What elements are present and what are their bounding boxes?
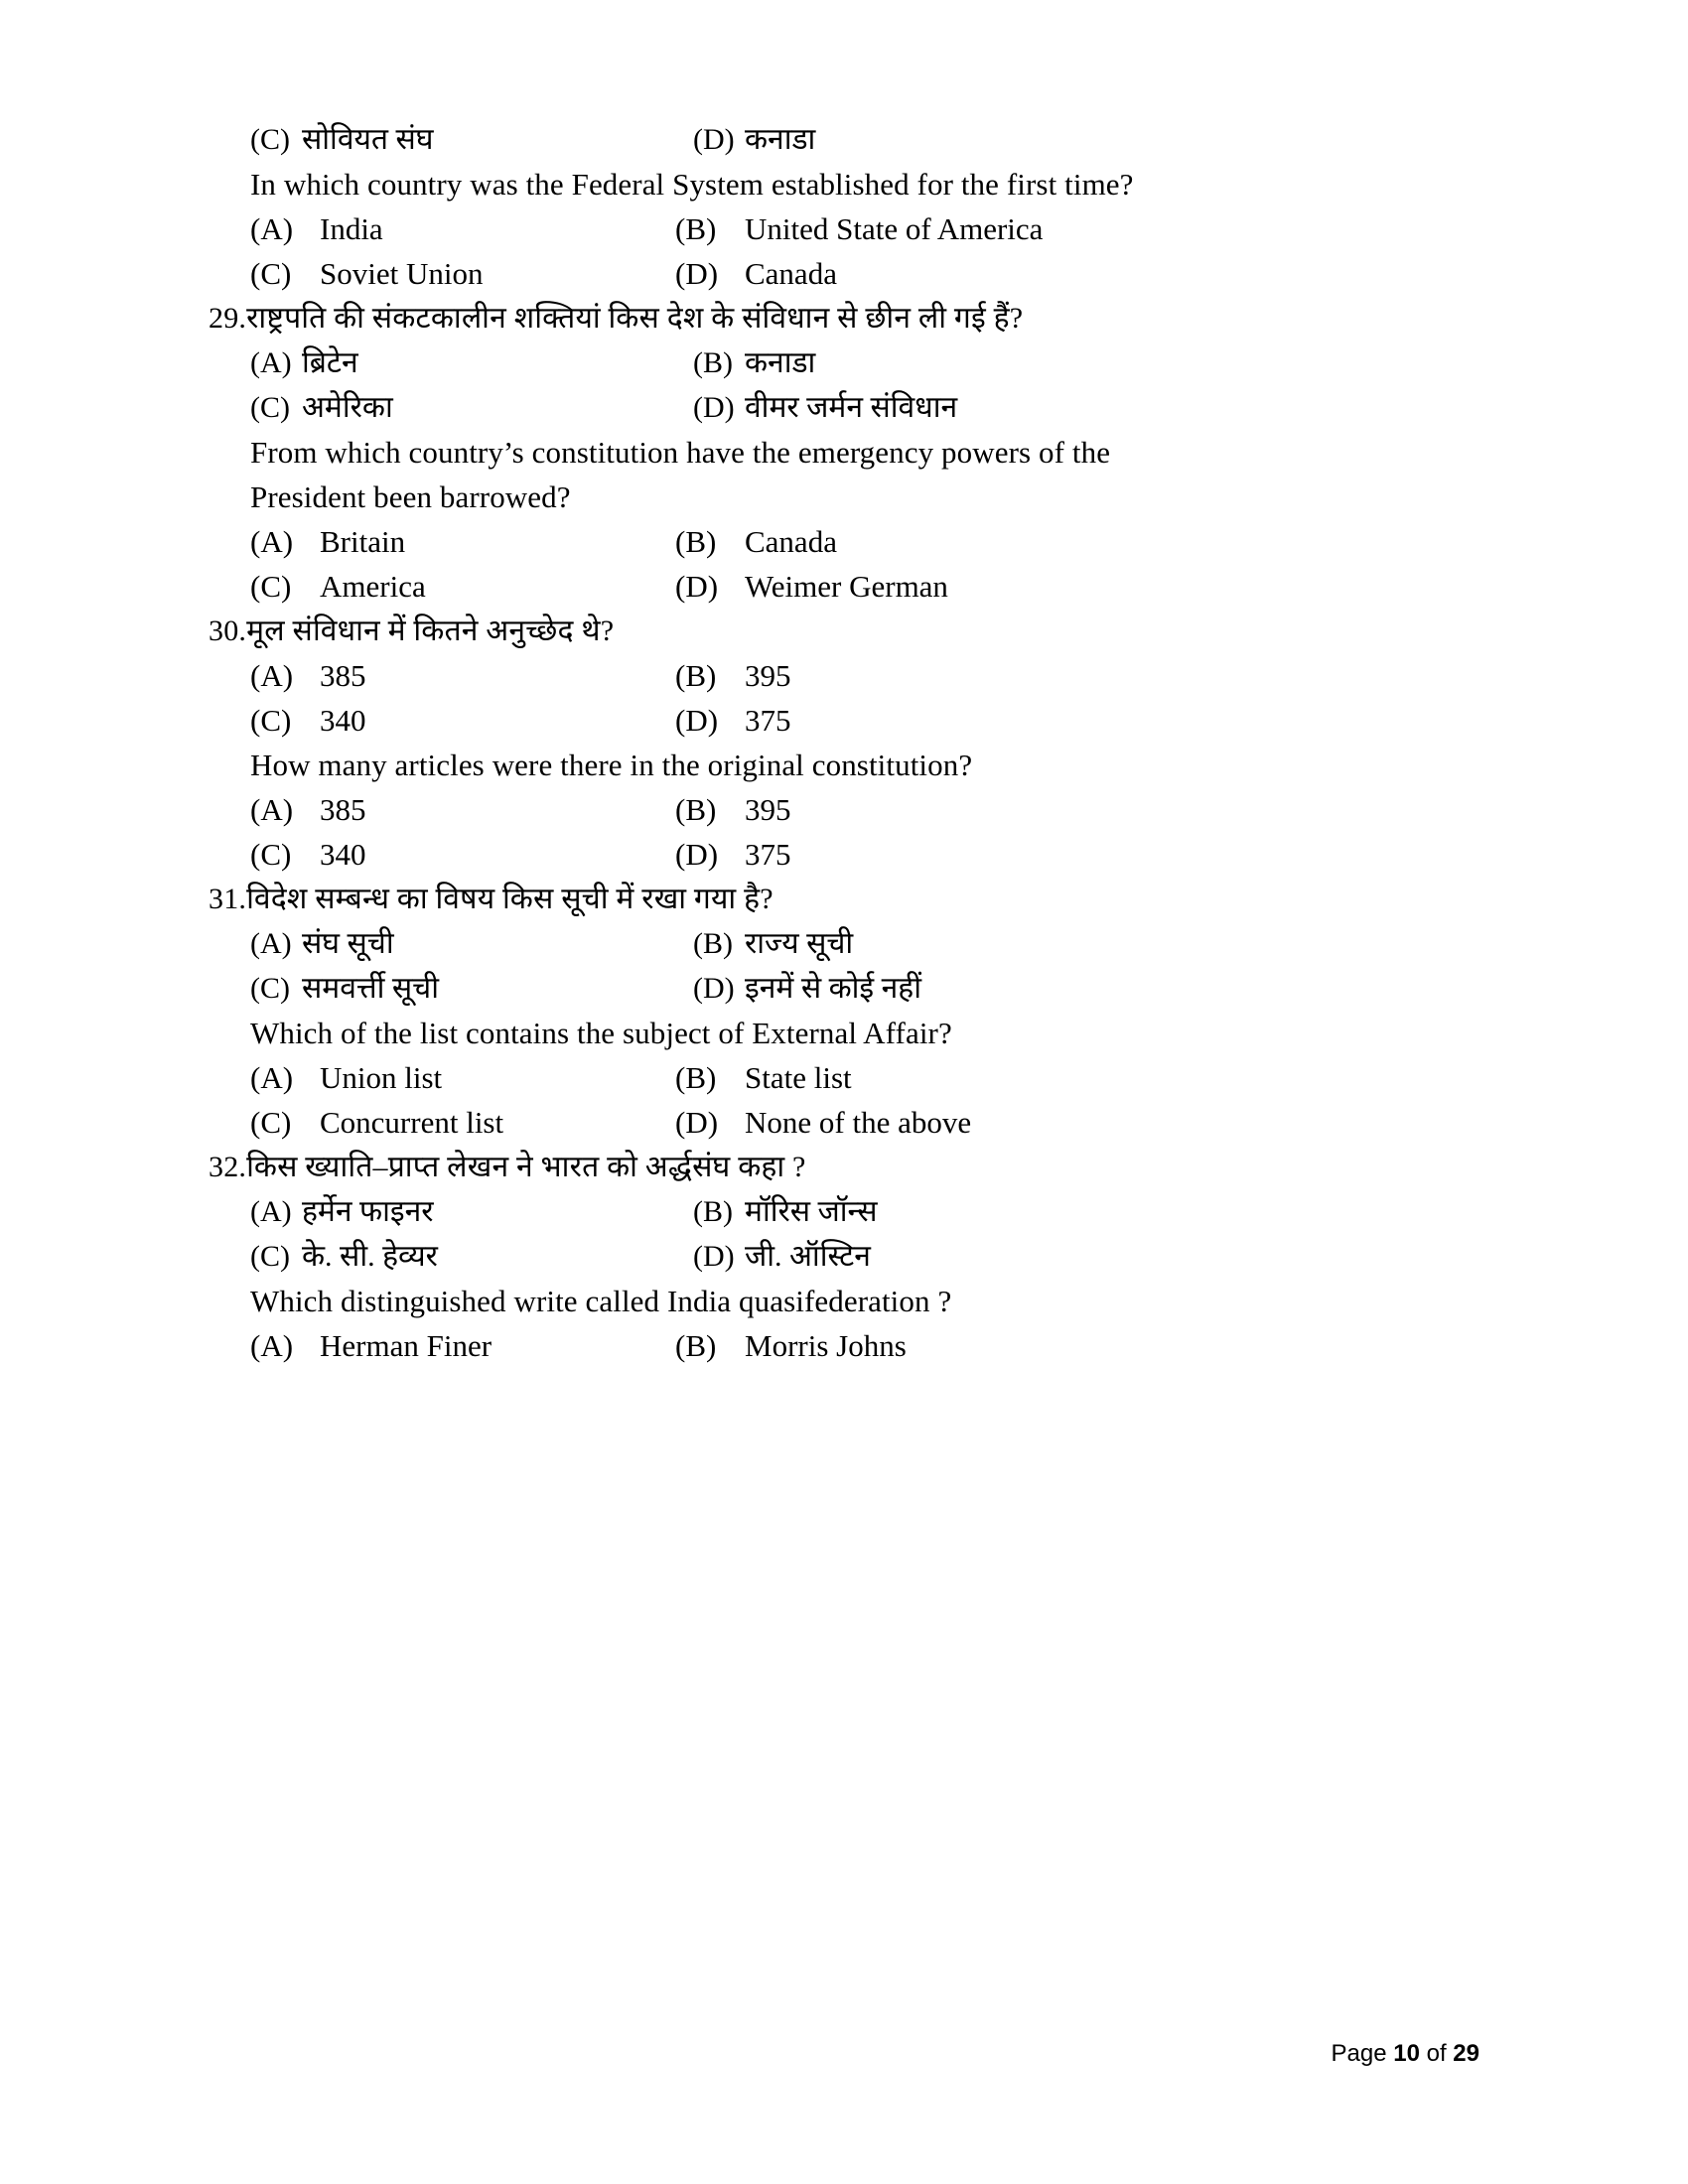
option-text: 395 <box>745 792 791 827</box>
option-tag: (B) <box>675 658 717 693</box>
option-row <box>209 653 1489 698</box>
option-c <box>250 698 366 743</box>
question-text-hi: विदेश सम्बन्ध का विषय किस सूची में रखा गया है? <box>246 883 774 915</box>
option-d <box>675 698 791 743</box>
option-row <box>209 564 1489 609</box>
option-tag: (B) <box>693 346 733 379</box>
question-30-heading-hi <box>209 609 1489 653</box>
option-tag: (B) <box>693 927 733 960</box>
option-c <box>250 1234 438 1279</box>
option-b <box>675 206 1043 251</box>
option-b <box>675 787 791 832</box>
option-tag: (B) <box>675 1328 717 1363</box>
option-text: इनमें से कोई नहीं <box>745 972 921 1005</box>
option-text: America <box>320 569 426 604</box>
option-row <box>209 921 1489 966</box>
option-text: Weimer German <box>745 569 948 604</box>
option-d <box>675 564 948 609</box>
option-text: राज्य सूची <box>745 927 854 960</box>
option-b <box>675 519 837 564</box>
option-tag: (D) <box>675 569 719 604</box>
option-tag: (C) <box>250 972 290 1005</box>
option-c <box>250 966 439 1011</box>
option-c <box>250 1100 503 1145</box>
option-text: Concurrent list <box>320 1105 504 1140</box>
option-d <box>675 832 791 877</box>
question-statement-en: Which of the list contains the subject of External Affair? <box>250 1016 952 1050</box>
footer-middle: of <box>1426 2040 1447 2067</box>
option-tag: (C) <box>250 256 292 291</box>
option-row <box>209 385 1489 430</box>
option-text: सोवियत संघ <box>302 123 434 156</box>
option-a <box>250 1323 492 1368</box>
option-d <box>693 385 957 430</box>
option-text: Canada <box>745 524 837 559</box>
option-text: Morris Johns <box>745 1328 907 1363</box>
option-row <box>209 251 1489 296</box>
option-b <box>675 1055 852 1100</box>
question-statement-en-line2: President been barrowed? <box>250 479 571 514</box>
option-row <box>209 117 1489 162</box>
option-d <box>693 966 921 1011</box>
option-tag: (C) <box>250 569 292 604</box>
option-tag: (A) <box>250 792 294 827</box>
option-tag: (C) <box>250 391 290 424</box>
option-text: Soviet Union <box>320 256 484 291</box>
question-31-heading-hi <box>209 877 1489 921</box>
option-d <box>693 1234 871 1279</box>
option-a <box>250 206 383 251</box>
option-text: None of the above <box>745 1105 972 1140</box>
option-tag: (D) <box>675 837 719 872</box>
question-32-heading-hi <box>209 1145 1489 1189</box>
question-number: 30. <box>209 614 247 647</box>
option-a <box>250 921 394 966</box>
option-text: 375 <box>745 703 791 738</box>
option-text: 385 <box>320 658 366 693</box>
option-text: 385 <box>320 792 366 827</box>
option-c <box>250 564 426 609</box>
option-text: अमेरिका <box>302 391 393 424</box>
option-c <box>250 117 434 162</box>
question-statement-en: Which distinguished write called India quasifederation ? <box>250 1284 952 1318</box>
option-c <box>250 832 366 877</box>
footer-page-number: 10 <box>1393 2040 1420 2067</box>
option-tag: (D) <box>693 391 735 424</box>
option-tag: (B) <box>675 1060 717 1095</box>
option-tag: (C) <box>250 703 292 738</box>
option-text: Herman Finer <box>320 1328 492 1363</box>
option-tag: (C) <box>250 1105 292 1140</box>
option-row <box>209 206 1489 251</box>
option-tag: (A) <box>250 211 294 246</box>
option-text: संघ सूची <box>302 927 394 960</box>
question-statement-en-line1: From which country’s constitution have the emergency powers of the <box>250 435 1111 470</box>
option-text: के. सी. हेव्यर <box>302 1240 438 1273</box>
option-row <box>209 1100 1489 1145</box>
option-tag: (C) <box>250 837 292 872</box>
option-tag: (D) <box>675 256 719 291</box>
option-row <box>209 341 1489 385</box>
option-b <box>693 1189 878 1234</box>
option-tag: (A) <box>250 927 292 960</box>
option-a <box>250 653 366 698</box>
question-number: 29. <box>209 302 247 335</box>
footer-total-pages: 29 <box>1453 2040 1479 2067</box>
option-d <box>675 1100 971 1145</box>
option-tag: (B) <box>693 1195 733 1228</box>
option-a <box>250 519 405 564</box>
page-footer <box>0 2040 1479 2068</box>
option-tag: (C) <box>250 1240 290 1273</box>
option-text: State list <box>745 1060 852 1095</box>
option-d <box>675 251 837 296</box>
footer-prefix: Page <box>1331 2040 1387 2067</box>
question-statement-en: In which country was the Federal System established for the first time? <box>250 167 1134 202</box>
option-a <box>250 1055 442 1100</box>
option-text: समवर्त्ती सूची <box>302 972 439 1005</box>
option-text: वीमर जर्मन संविधान <box>745 391 958 424</box>
option-text: 375 <box>745 837 791 872</box>
option-text: United State of America <box>745 211 1044 246</box>
option-text: 395 <box>745 658 791 693</box>
question-29-heading-hi <box>209 296 1489 341</box>
option-text: 340 <box>320 703 366 738</box>
option-b <box>675 653 791 698</box>
option-b <box>693 341 815 385</box>
option-text: जी. ऑस्टिन <box>745 1240 871 1273</box>
option-tag: (A) <box>250 346 292 379</box>
option-text: Britain <box>320 524 406 559</box>
question-statement-en: How many articles were there in the original constitution? <box>250 748 973 782</box>
option-tag: (A) <box>250 1328 294 1363</box>
option-tag: (A) <box>250 1195 292 1228</box>
option-text: 340 <box>320 837 366 872</box>
option-row <box>209 966 1489 1011</box>
option-row <box>209 1323 1489 1368</box>
option-row <box>209 1189 1489 1234</box>
option-d <box>693 117 815 162</box>
option-row <box>209 1234 1489 1279</box>
question-number: 31. <box>209 883 247 915</box>
option-b <box>675 1323 907 1368</box>
option-tag: (B) <box>675 524 717 559</box>
option-text: कनाडा <box>745 346 816 379</box>
question-list <box>209 117 1489 1368</box>
option-tag: (D) <box>693 1240 735 1273</box>
question-number: 32. <box>209 1151 247 1183</box>
option-tag: (D) <box>675 1105 719 1140</box>
option-tag: (C) <box>250 123 290 156</box>
option-row <box>209 787 1489 832</box>
option-row <box>209 698 1489 743</box>
option-tag: (A) <box>250 524 294 559</box>
option-text: India <box>320 211 383 246</box>
option-text: हर्मेन फाइनर <box>302 1195 434 1228</box>
option-c <box>250 385 393 430</box>
option-a <box>250 341 358 385</box>
option-a <box>250 787 366 832</box>
option-tag: (D) <box>693 972 735 1005</box>
option-tag: (D) <box>693 123 735 156</box>
option-text: Union list <box>320 1060 443 1095</box>
option-tag: (A) <box>250 658 294 693</box>
option-row <box>209 519 1489 564</box>
question-text-hi: किस ख्याति–प्राप्त लेखन ने भारत को अर्द्धसंघ कहा ? <box>246 1151 806 1183</box>
option-row <box>209 1055 1489 1100</box>
question-text-hi: मूल संविधान में कितने अनुच्छेद थे? <box>246 614 615 647</box>
option-text: Canada <box>745 256 837 291</box>
option-text: मॉरिस जॉन्स <box>745 1195 878 1228</box>
option-tag: (D) <box>675 703 719 738</box>
question-text-hi: राष्ट्रपति की संकटकालीन शक्तियां किस देश के संविधान से छीन ली गई हैं? <box>246 302 1024 335</box>
option-row <box>209 832 1489 877</box>
option-tag: (A) <box>250 1060 294 1095</box>
option-tag: (B) <box>675 211 717 246</box>
option-b <box>693 921 853 966</box>
option-tag: (B) <box>675 792 717 827</box>
option-text: कनाडा <box>745 123 816 156</box>
option-c <box>250 251 483 296</box>
option-a <box>250 1189 434 1234</box>
option-text: ब्रिटेन <box>302 346 358 379</box>
